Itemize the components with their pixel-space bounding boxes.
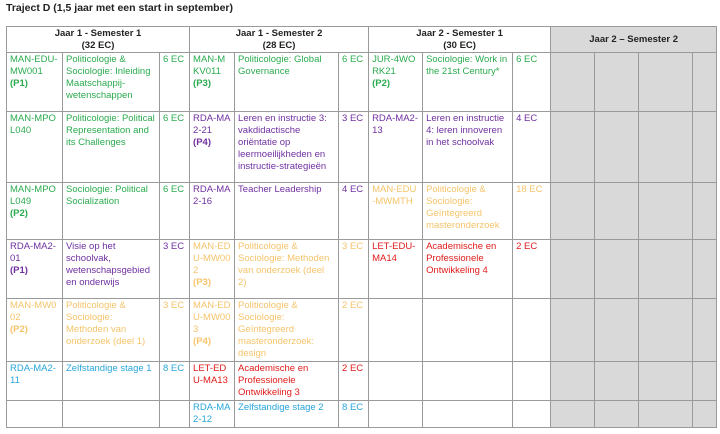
course-code: MAN-EDU-MW003 (P4) [190,299,235,362]
empty-cell [423,362,513,401]
table-row [7,240,717,299]
empty-cell [595,112,639,183]
course-ec: 3 EC [160,299,190,362]
curriculum-table [6,26,717,428]
empty-cell [513,362,551,401]
course-code: LET-EDU-MA13 [190,362,235,401]
table-row [7,53,717,112]
course-ec: 6 EC [513,53,551,112]
empty-cell [693,183,717,240]
course-ec: 8 EC [160,362,190,401]
course-ec: 2 EC [339,362,369,401]
course-code: MAN-EDU-MWMTH [369,183,423,240]
empty-cell [551,183,595,240]
empty-cell [639,112,693,183]
course-name: Politicologie & Sociologie: Geïntegreerd masteronderzoek [423,183,513,240]
course-ec: 4 EC [513,112,551,183]
empty-cell [639,53,693,112]
empty-cell [693,240,717,299]
course-ec: 3 EC [339,112,369,183]
empty-cell [551,299,595,362]
course-code: MAN-MKV011 (P3) [190,53,235,112]
table-row [7,401,717,428]
empty-cell [639,299,693,362]
empty-cell [63,401,160,428]
course-ec: 2 EC [339,299,369,362]
empty-cell [639,240,693,299]
page-title: Traject D (1,5 jaar met een start in september) [6,2,234,14]
empty-cell [595,299,639,362]
header-y2s1: Jaar 2 - Semester 1 (30 EC) [369,27,551,53]
empty-cell [693,53,717,112]
empty-cell [595,240,639,299]
empty-cell [639,401,693,428]
course-code: RDA-MA2-12 [190,401,235,428]
empty-cell [595,362,639,401]
empty-cell [513,299,551,362]
empty-cell [513,401,551,428]
course-ec: 6 EC [160,183,190,240]
empty-cell [639,183,693,240]
header-y2s2: Jaar 2 – Semester 2 [551,27,717,53]
table-row [7,362,717,401]
empty-cell [639,362,693,401]
empty-cell [423,401,513,428]
header-y1s2: Jaar 1 - Semester 2 (28 EC) [190,27,369,53]
empty-cell [693,299,717,362]
course-name: Leren en instructie 4: leren innoveren in het schoolvak [423,112,513,183]
empty-cell [693,362,717,401]
empty-cell [551,240,595,299]
course-code: MAN-MPOL040 [7,112,63,183]
empty-cell [595,401,639,428]
course-ec: 6 EC [339,53,369,112]
course-ec: 18 EC [513,183,551,240]
empty-cell [369,401,423,428]
course-name: Teacher Leadership [235,183,339,240]
table-row [7,183,717,240]
header-y1s1: Jaar 1 - Semester 1 (32 EC) [7,27,190,53]
course-ec: 4 EC [339,183,369,240]
empty-cell [551,112,595,183]
empty-cell [423,299,513,362]
course-code: LET-EDU-MA14 [369,240,423,299]
course-code: RDA-MA2-01 (P1) [7,240,63,299]
course-code: JUR-4WORK21 (P2) [369,53,423,112]
course-code: RDA-MA2-11 [7,362,63,401]
course-name: Academische en Professionele Ontwikkeling 4 [423,240,513,299]
empty-cell [551,362,595,401]
course-name: Politicologie: Global Governance [235,53,339,112]
course-ec: 2 EC [513,240,551,299]
course-code: RDA-MA2-21 (P4) [190,112,235,183]
course-code: MAN-MPOL049 (P2) [7,183,63,240]
empty-cell [160,401,190,428]
course-name: Politicologie: Political Representation and its Challenges [63,112,160,183]
course-code: MAN-EDU-MW001 (P1) [7,53,63,112]
course-ec: 8 EC [339,401,369,428]
course-code: MAN-MW002 (P2) [7,299,63,362]
course-name: Sociologie: Political Socialization [63,183,160,240]
course-ec: 6 EC [160,112,190,183]
table-row [7,299,717,362]
empty-cell [693,112,717,183]
course-name: Zelfstandige stage 1 [63,362,160,401]
course-ec: 3 EC [160,240,190,299]
empty-cell [693,401,717,428]
course-name: Politicologie & Sociologie: Methoden van onderzoek (deel 1) [63,299,160,362]
empty-cell [369,299,423,362]
empty-cell [551,53,595,112]
course-code: MAN-EDU-MW002 (P3) [190,240,235,299]
header-row [7,27,717,53]
course-code: RDA-MA2-16 [190,183,235,240]
empty-cell [7,401,63,428]
table-row [7,112,717,183]
course-name: Leren en instructie 3: vakdidactische oriëntatie op leermoeilijkheden en instructie-strategieën [235,112,339,183]
course-name: Visie op het schoolvak, wetenschapsgebied en onderwijs [63,240,160,299]
course-name: Academische en Professionele Ontwikkeling 3 [235,362,339,401]
empty-cell [551,401,595,428]
course-code: RDA-MA2-13 [369,112,423,183]
course-name: Zelfstandige stage 2 [235,401,339,428]
empty-cell [595,53,639,112]
empty-cell [369,362,423,401]
course-name: Politicologie & Sociologie: Geïntegreerd masteronderzoek: design [235,299,339,362]
course-ec: 6 EC [160,53,190,112]
course-name: Politicologie & Sociologie: Inleiding Maatschappij-wetenschappen [63,53,160,112]
course-name: Politicologie & Sociologie: Methoden van onderzoek (deel 2) [235,240,339,299]
empty-cell [595,183,639,240]
course-name: Sociologie: Work in the 21st Century* [423,53,513,112]
course-ec: 3 EC [339,240,369,299]
